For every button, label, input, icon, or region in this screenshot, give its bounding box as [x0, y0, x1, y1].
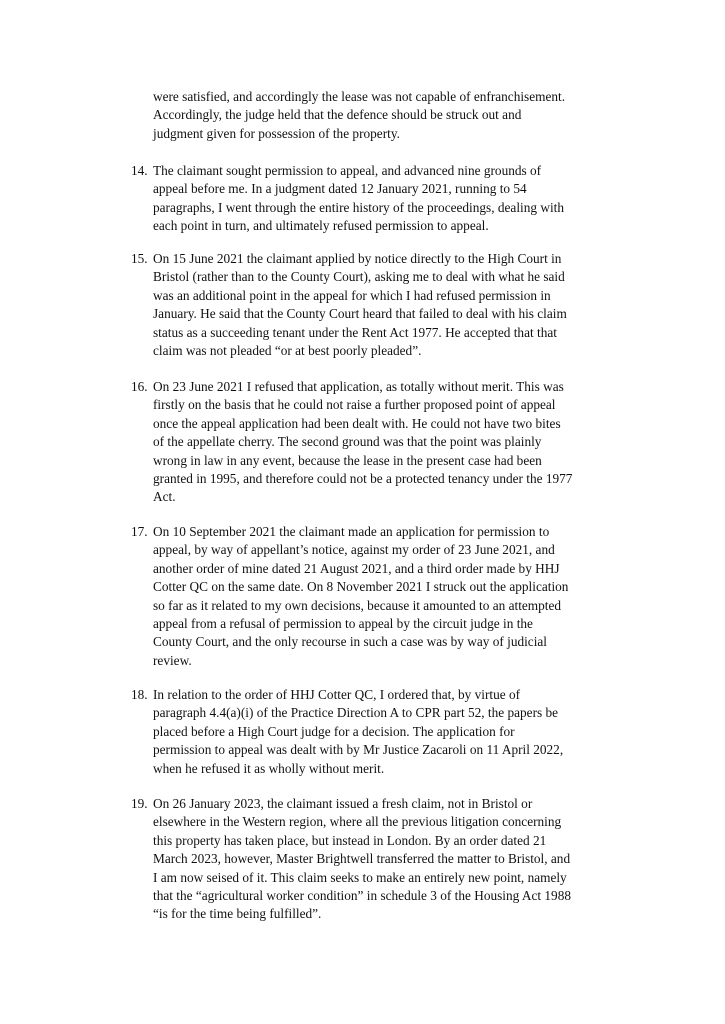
paragraph-lines — [153, 523, 631, 670]
text-line: so far as it related to my own decisions, because it amounted to an attempted — [153, 597, 562, 613]
text-line: paragraphs, I went through the entire history of the proceedings, dealing with — [153, 199, 564, 215]
paragraph-number: 16. — [131, 379, 148, 394]
text-line: review. — [153, 652, 192, 668]
text-line: of the appellate cherry. The second ground was that the point was plainly — [153, 434, 542, 450]
text-line: Act. — [153, 489, 176, 505]
text-line: was an additional point in the appeal for which I had refused permission in — [153, 287, 551, 303]
paragraph-lines — [153, 250, 631, 360]
text-line: I am now seised of it. This claim seeks to make an entirely new point, namely — [153, 869, 567, 885]
paragraph-number: 19. — [131, 796, 148, 811]
paragraph-lines — [153, 88, 631, 143]
text-line: appeal from a refusal of permission to appeal by the circuit judge in the — [153, 616, 533, 632]
paragraph-16 — [131, 378, 631, 507]
text-line: January. He said that the County Court heard that failed to deal with his claim — [153, 306, 567, 322]
paragraph-number: 17. — [131, 524, 148, 539]
paragraph-lines — [153, 795, 631, 924]
paragraph-number: 15. — [131, 251, 148, 266]
paragraph-13-continuation — [131, 88, 631, 143]
text-line: On 15 June 2021 the claimant applied by notice directly to the High Court in — [153, 251, 562, 266]
paragraph-number: 14. — [131, 163, 148, 178]
text-line: placed before a High Court judge for a decision. The application for — [153, 723, 515, 739]
text-line: each point in turn, and ultimately refused permission to appeal. — [153, 218, 489, 234]
paragraph-14 — [131, 162, 631, 236]
paragraph-lines — [153, 162, 631, 236]
text-line: were satisfied, and accordingly the lease was not capable of enfranchisement. — [153, 89, 566, 104]
text-line: status as a succeeding tenant under the Rent Act 1977. He accepted that that — [153, 324, 557, 340]
text-line: The claimant sought permission to appeal, and advanced nine grounds of — [153, 163, 542, 178]
text-line: On 10 September 2021 the claimant made an application for permission to — [153, 524, 550, 539]
text-line: that the “agricultural worker condition” in schedule 3 of the Housing Act 1988 — [153, 888, 572, 904]
text-line: judgment given for possession of the property. — [153, 125, 400, 141]
paragraph-lines — [153, 686, 631, 778]
text-line: On 26 January 2023, the claimant issued a fresh claim, not in Bristol or — [153, 796, 533, 811]
paragraph-17 — [131, 523, 631, 670]
text-line: granted in 1995, and therefore could not be a protected tenancy under the 1977 — [153, 471, 573, 487]
text-line: once the appeal application had been dealt with. He could not have two bites — [153, 415, 561, 431]
text-line: when he refused it as wholly without merit. — [153, 760, 385, 776]
paragraph-19 — [131, 795, 631, 924]
text-line: appeal before me. In a judgment dated 12 January 2021, running to 54 — [153, 181, 527, 197]
text-line: another order of mine dated 21 August 2021, and a third order made by HHJ — [153, 560, 560, 576]
text-line: paragraph 4.4(a)(i) of the Practice Direction A to CPR part 52, the papers be — [153, 705, 559, 721]
text-line: elsewhere in the Western region, where all the previous litigation concerning — [153, 814, 562, 830]
text-line: Bristol (rather than to the County Court), asking me to deal with what he said — [153, 269, 565, 285]
text-line: firstly on the basis that he could not raise a further proposed point of appeal — [153, 397, 556, 413]
text-line: appeal, by way of appellant’s notice, against my order of 23 June 2021, and — [153, 542, 555, 558]
paragraph-lines — [153, 378, 631, 507]
paragraph-number: 18. — [131, 687, 148, 702]
text-line: Accordingly, the judge held that the defence should be struck out and — [153, 107, 522, 123]
text-line: March 2023, however, Master Brightwell transferred the matter to Bristol, and — [153, 851, 571, 867]
paragraph-18 — [131, 686, 631, 778]
paragraph-15 — [131, 250, 631, 360]
text-line: permission to appeal was dealt with by Mr Justice Zacaroli on 11 April 2022, — [153, 742, 564, 758]
text-line: County Court, and the only recourse in such a case was by way of judicial — [153, 634, 548, 650]
text-line: claim was not pleaded “or at best poorly pleaded”. — [153, 343, 422, 359]
text-line: this property has taken place, but instead in London. By an order dated 21 — [153, 832, 547, 848]
text-line: Cotter QC on the same date. On 8 November 2021 I struck out the application — [153, 579, 569, 595]
text-line: On 23 June 2021 I refused that application, as totally without merit. This was — [153, 379, 564, 394]
text-line: wrong in law in any event, because the lease in the present case had been — [153, 452, 542, 468]
text-line: “is for the time being fulfilled”. — [153, 906, 322, 922]
text-line: In relation to the order of HHJ Cotter QC, I ordered that, by virtue of — [153, 687, 521, 702]
